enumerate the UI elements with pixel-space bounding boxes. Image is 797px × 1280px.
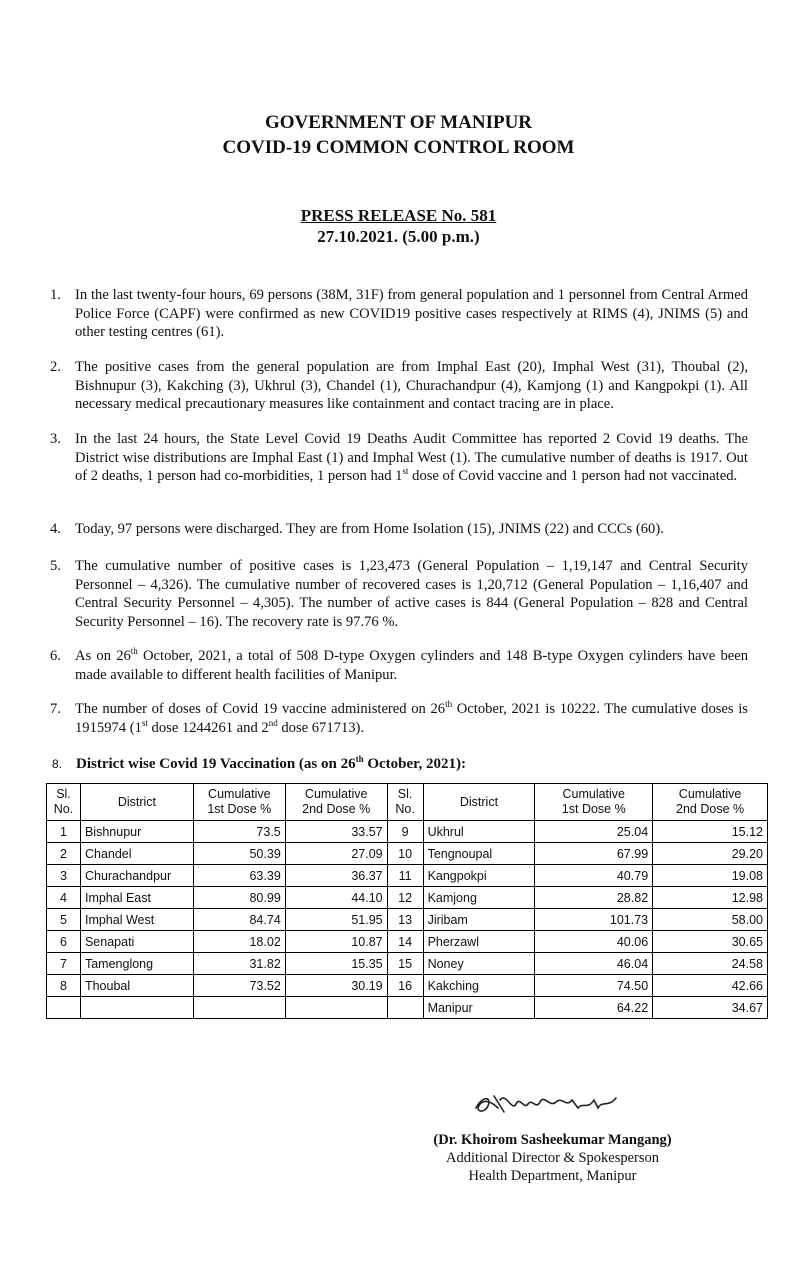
row-sl-no: 1 (47, 821, 81, 843)
row-sl-no: 6 (47, 931, 81, 953)
row-district: Manipur (423, 997, 535, 1019)
paragraph-7: 7. The number of doses of Covid 19 vaccine administered on 26th October, 2021 is 10222. The cumulative doses is 1915974 (1st dose 1244261 and 2nd dose 671713). (50, 699, 748, 736)
paragraph-1: 1. In the last twenty-four hours, 69 persons (38M, 31F) from general population and 1 personnel from Central Armed Police Force (CAPF) were confirmed as new COVID19 positive cases respectively at RIMS (4), JNIMS (5) and other testing centres (61). (50, 287, 748, 340)
row-cumulative-2nd-dose: 36.37 (285, 865, 387, 887)
header-cumulative-1st-dose: Cumulative 1st Dose % (535, 784, 653, 821)
row-sl-no: 13 (387, 909, 423, 931)
row-cumulative-1st-dose: 18.02 (193, 931, 285, 953)
table-row (47, 865, 768, 887)
row-cumulative-1st-dose: 64.22 (535, 997, 653, 1019)
signatory-department: Health Department, Manipur (468, 1168, 637, 1184)
row-cumulative-1st-dose: 50.39 (193, 843, 285, 865)
row-cumulative-2nd-dose: 27.09 (285, 843, 387, 865)
row-cumulative-1st-dose: 84.74 (193, 909, 285, 931)
row-sl-no (387, 997, 423, 1019)
paragraph-4: 4. Today, 97 persons were discharged. They are from Home Isolation (15), JNIMS (22) and CCCs (60). (50, 521, 664, 537)
row-district: Ukhrul (423, 821, 535, 843)
paragraph-3: 3. In the last 24 hours, the State Level Covid 19 Deaths Audit Committee has reported 2 Covid 19 deaths. The District wise distributions are Imphal East (1) and Imphal West (1). The cumulative number of deaths is 1917. Out of 2 deaths, 1 person had co-morbidities, 1 person had 1st dose of Covid vaccine and 1 person had not vaccinated. (50, 431, 748, 484)
header-sl-no: Sl. No. (47, 784, 81, 821)
row-sl-no: 7 (47, 953, 81, 975)
signatory-name: (Dr. Khoirom Sasheekumar Mangang) (433, 1132, 672, 1148)
row-cumulative-2nd-dose: 30.65 (653, 931, 768, 953)
row-district: Imphal East (80, 887, 193, 909)
row-district: Pherzawl (423, 931, 535, 953)
row-district: Chandel (80, 843, 193, 865)
row-sl-no: 14 (387, 931, 423, 953)
table-row (47, 997, 768, 1019)
section-8-title: 8. District wise Covid 19 Vaccination (as on 26th October, 2021): (52, 754, 466, 772)
row-cumulative-1st-dose: 73.5 (193, 821, 285, 843)
signatory-designation: Additional Director & Spokesperson (445, 1150, 660, 1166)
header-cumulative-2nd-dose: Cumulative 2nd Dose % (653, 784, 768, 821)
row-sl-no: 9 (387, 821, 423, 843)
row-cumulative-2nd-dose: 19.08 (653, 865, 768, 887)
row-sl-no: 16 (387, 975, 423, 997)
row-cumulative-1st-dose: 31.82 (193, 953, 285, 975)
row-cumulative-2nd-dose: 44.10 (285, 887, 387, 909)
row-sl-no: 15 (387, 953, 423, 975)
row-cumulative-2nd-dose: 24.58 (653, 953, 768, 975)
press-release-title: PRESS RELEASE No. 581 (300, 206, 497, 225)
row-cumulative-1st-dose: 28.82 (535, 887, 653, 909)
row-cumulative-1st-dose: 80.99 (193, 887, 285, 909)
header-district: District (80, 784, 193, 821)
row-district: Bishnupur (80, 821, 193, 843)
row-district: Tamenglong (80, 953, 193, 975)
row-cumulative-1st-dose: 40.06 (535, 931, 653, 953)
row-cumulative-2nd-dose: 33.57 (285, 821, 387, 843)
table-row (47, 975, 768, 997)
row-cumulative-2nd-dose: 15.12 (653, 821, 768, 843)
row-district: Kamjong (423, 887, 535, 909)
row-cumulative-1st-dose (193, 997, 285, 1019)
row-cumulative-1st-dose: 25.04 (535, 821, 653, 843)
row-cumulative-1st-dose: 63.39 (193, 865, 285, 887)
row-district (80, 997, 193, 1019)
row-cumulative-2nd-dose: 51.95 (285, 909, 387, 931)
press-release-datetime: 27.10.2021. (5.00 p.m.) (317, 227, 480, 246)
table-row (47, 821, 768, 843)
row-cumulative-2nd-dose: 15.35 (285, 953, 387, 975)
row-cumulative-2nd-dose: 10.87 (285, 931, 387, 953)
row-cumulative-2nd-dose: 58.00 (653, 909, 768, 931)
row-district: Tengnoupal (423, 843, 535, 865)
row-sl-no: 8 (47, 975, 81, 997)
row-cumulative-1st-dose: 73.52 (193, 975, 285, 997)
paragraph-2: 2. The positive cases from the general population are from Imphal East (20), Imphal West (31), Thoubal (2), Bishnupur (3), Kakching (3), Ukhrul (3), Chandel (1), Churachandpur (4), Kamjong (1) and Kangpokpi (1). All necessary medical precautionary measures like containment and contact tracing are in place. (50, 359, 748, 412)
row-cumulative-2nd-dose: 12.98 (653, 887, 768, 909)
row-cumulative-1st-dose: 74.50 (535, 975, 653, 997)
row-sl-no: 3 (47, 865, 81, 887)
row-cumulative-2nd-dose: 29.20 (653, 843, 768, 865)
table-row (47, 843, 768, 865)
table-row (47, 887, 768, 909)
table-row (47, 953, 768, 975)
row-district: Imphal West (80, 909, 193, 931)
row-sl-no: 12 (387, 887, 423, 909)
row-district: Noney (423, 953, 535, 975)
row-sl-no: 10 (387, 843, 423, 865)
header-sl-no: Sl. No. (387, 784, 423, 821)
paragraph-6: 6. As on 26th October, 2021, a total of 508 D-type Oxygen cylinders and 148 B-type Oxygen cylinders have been made available to different health facilities of Manipur. (50, 646, 748, 683)
row-cumulative-1st-dose: 101.73 (535, 909, 653, 931)
header-cumulative-2nd-dose: Cumulative 2nd Dose % (285, 784, 387, 821)
vaccination-table (46, 783, 768, 1019)
row-district: Senapati (80, 931, 193, 953)
row-cumulative-1st-dose: 67.99 (535, 843, 653, 865)
row-district: Thoubal (80, 975, 193, 997)
signature (470, 1082, 630, 1122)
row-district: Kakching (423, 975, 535, 997)
row-sl-no (47, 997, 81, 1019)
table-row (47, 909, 768, 931)
header-district: District (423, 784, 535, 821)
row-sl-no: 11 (387, 865, 423, 887)
table-header-row (47, 784, 768, 821)
header-line-1: GOVERNMENT OF MANIPUR (264, 112, 533, 133)
header-cumulative-1st-dose: Cumulative 1st Dose % (193, 784, 285, 821)
table-row (47, 931, 768, 953)
row-district: Jiribam (423, 909, 535, 931)
row-sl-no: 2 (47, 843, 81, 865)
row-cumulative-2nd-dose: 42.66 (653, 975, 768, 997)
paragraph-5: 5. The cumulative number of positive cases is 1,23,473 (General Population – 1,19,147 and Central Security Personnel – 4,326). The cumulative number of recovered cases is 1,20,712 (General Population – 1,16,407 and Central Security Personnel – 4,305). The number of active cases is 844 (General Population – 828 and Central Security Personnel – 16). The recovery rate is 97.76 %. (50, 558, 748, 630)
row-cumulative-1st-dose: 40.79 (535, 865, 653, 887)
row-cumulative-2nd-dose: 34.67 (653, 997, 768, 1019)
row-cumulative-1st-dose: 46.04 (535, 953, 653, 975)
row-district: Kangpokpi (423, 865, 535, 887)
row-sl-no: 4 (47, 887, 81, 909)
row-cumulative-2nd-dose: 30.19 (285, 975, 387, 997)
row-cumulative-2nd-dose (285, 997, 387, 1019)
row-district: Churachandpur (80, 865, 193, 887)
row-sl-no: 5 (47, 909, 81, 931)
header-line-2: COVID-19 COMMON CONTROL ROOM (222, 137, 575, 158)
